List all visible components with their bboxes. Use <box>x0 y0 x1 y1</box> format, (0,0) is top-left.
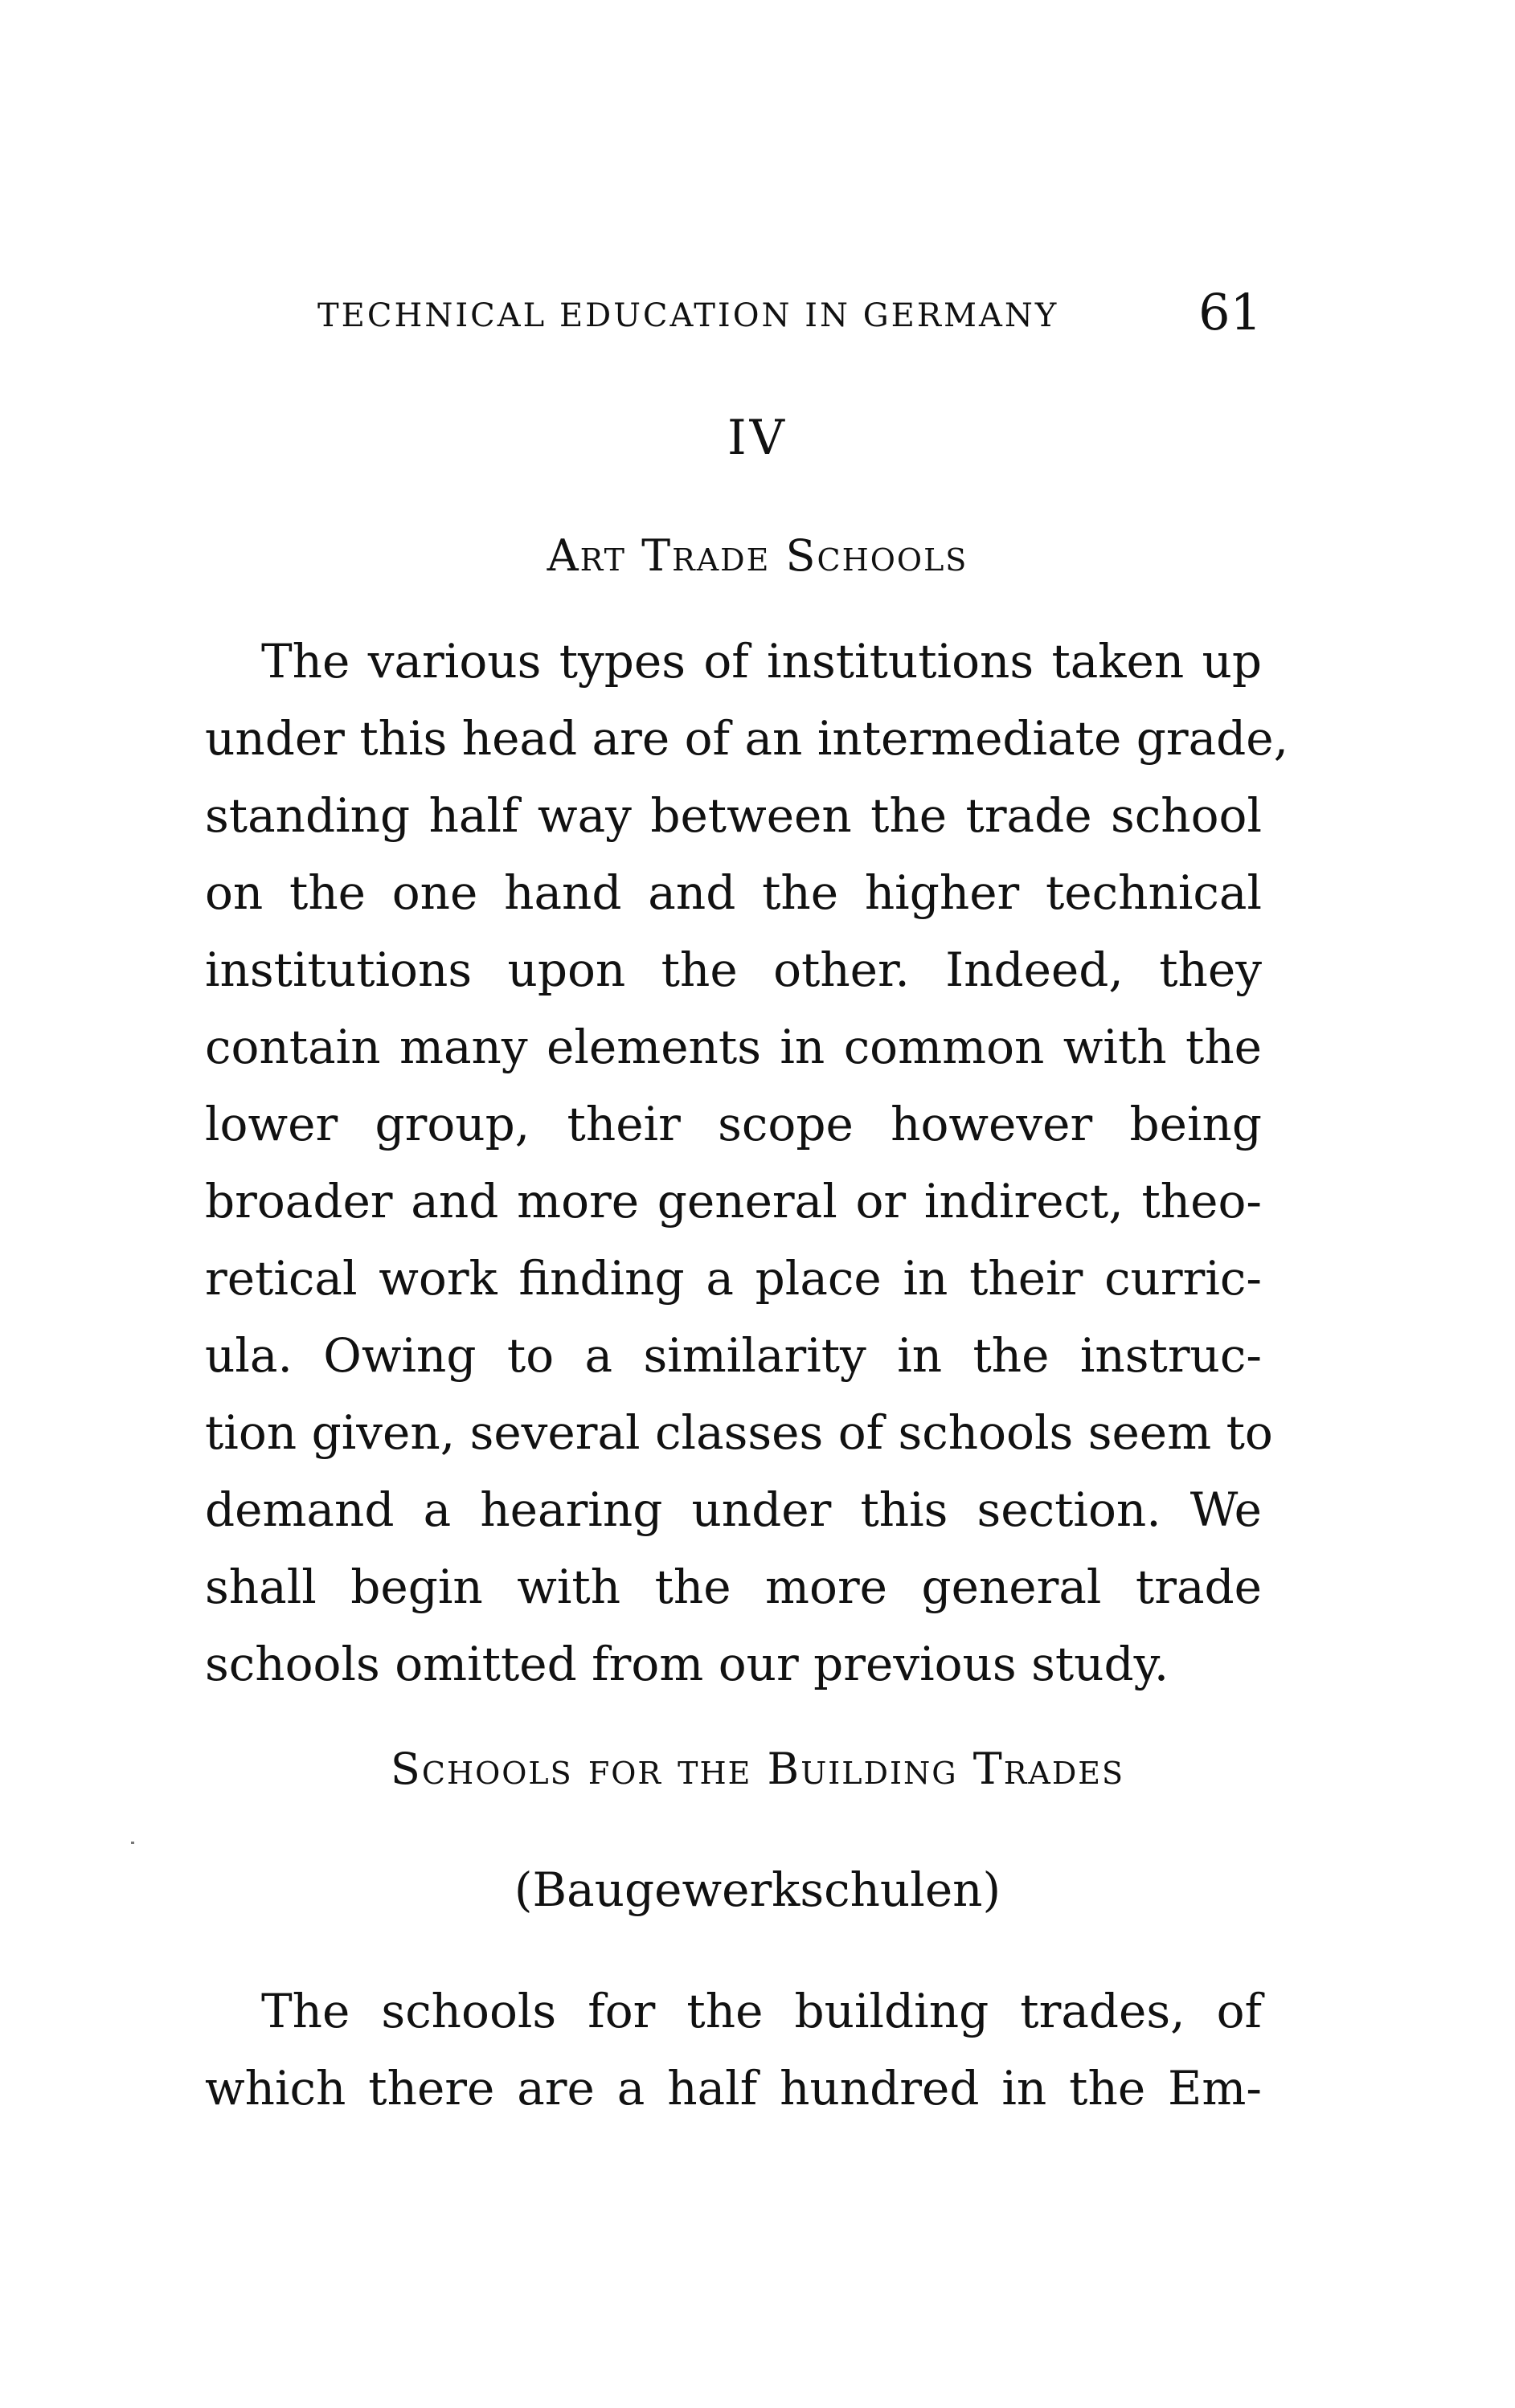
text-line: The various types of institutions taken up <box>261 634 1262 689</box>
text-line: which there are a half hundred in the Em- <box>205 2061 1262 2116</box>
paragraph-intro <box>205 623 1289 1703</box>
text-line: demand a hearing under this section. We <box>205 1482 1262 1537</box>
running-header <box>317 283 1262 347</box>
running-title: TECHNICAL EDUCATION IN GERMANY <box>317 297 1059 334</box>
text-line: on the one hand and the higher technical <box>205 865 1262 920</box>
paragraph-building-trades <box>205 1973 1262 2127</box>
print-speck <box>131 1842 134 1844</box>
chapter-title: Art Trade Schools <box>547 530 968 581</box>
text-line: shall begin with the more general trade <box>205 1560 1262 1614</box>
text-line: retical work finding a place in their curric- <box>205 1251 1262 1306</box>
text-line: The schools for the building trades, of <box>261 1984 1262 2038</box>
text-line: standing half way between the trade school <box>205 788 1262 843</box>
section-subtitle: (Baugewerkschulen) <box>514 1862 1001 1917</box>
section-title: Schools for the Building Trades <box>390 1744 1125 1794</box>
text-line: contain many elements in common with the <box>205 1020 1262 1074</box>
text-line: lower group, their scope however being <box>205 1097 1262 1151</box>
page-number: 61 <box>1198 283 1262 341</box>
chapter-number: IV <box>727 410 788 466</box>
text-line: broader and more general or indirect, theo- <box>205 1174 1262 1229</box>
text-line: ula. Owing to a similarity in the instruc- <box>205 1328 1262 1383</box>
text-line: tion given, several classes of schools seem to <box>205 1405 1273 1460</box>
text-line: under this head are of an intermediate grade, <box>205 711 1289 766</box>
text-line: schools omitted from our previous study. <box>205 1637 1169 1691</box>
text-line: institutions upon the other. Indeed, they <box>205 942 1262 997</box>
